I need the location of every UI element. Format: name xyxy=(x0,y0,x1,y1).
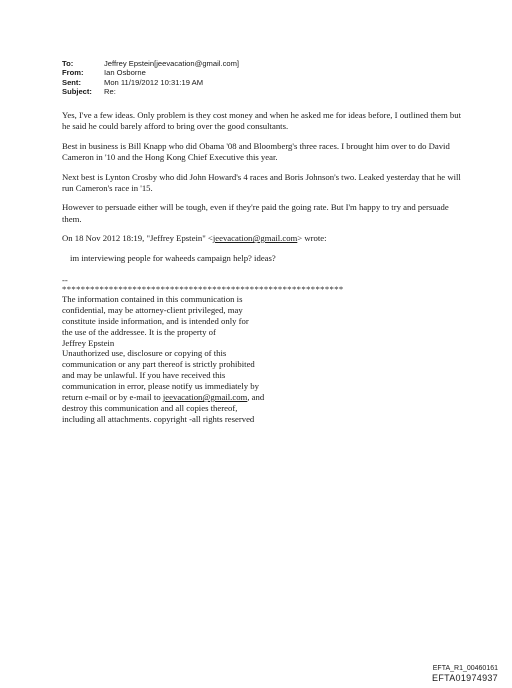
disclaimer-line: confidential, may be attorney-client privileged, may xyxy=(62,304,243,315)
subject-value: Re: xyxy=(104,86,116,96)
disclaimer-email-suffix: , and xyxy=(247,392,265,403)
body-paragraph-2: Best in business is Bill Knapp who did Obama '08 and Bloomberg's three races. I brought him over to do David Cameron in '10 and the Hong Kong Chief Executive this year. xyxy=(62,140,450,163)
to-label: To: xyxy=(62,59,74,68)
signature-dash: -- xyxy=(62,274,68,285)
disclaimer-line: Unauthorized use, disclosure or copying of this xyxy=(62,348,227,359)
sent-value: Mon 11/19/2012 10:31:19 AM xyxy=(104,77,204,87)
body-paragraph-3: Next best is Lynton Crosby who did John Howard's 4 races and Boris Johnson's two. Leaked yesterday that he will run Cameron's race in '15. xyxy=(62,171,461,193)
disclaimer-line: destroy this communication and all copies thereof, xyxy=(62,402,238,413)
disclaimer-line: communication or any part thereof is strictly prohibited xyxy=(62,359,255,370)
disclaimer-line: Jeffrey Epstein xyxy=(62,337,115,348)
email-header xyxy=(62,59,239,96)
disclaimer-email-prefix: return e-mail or by e-mail to xyxy=(62,392,163,403)
quote-header-email-link[interactable]: jeevacation@gmail.com xyxy=(212,233,298,244)
bates-footer xyxy=(432,664,498,684)
to-row xyxy=(62,59,239,68)
from-value: Ian Osborne xyxy=(104,68,146,78)
bates-number-1: EFTA_R1_00460161 xyxy=(432,665,498,672)
to-value: Jeffrey Epstein[jeevacation@gmail.com] xyxy=(104,59,240,68)
disclaimer-line: the use of the addressee. It is the property of xyxy=(62,326,216,337)
email-body xyxy=(62,110,462,425)
subject-row xyxy=(62,87,239,96)
disclaimer-line: and may be unlawful. If you have received this xyxy=(62,370,226,381)
bates-number-2: EFTA01974937 xyxy=(432,673,498,683)
disclaimer-line: including all attachments. copyright -all rights reserved xyxy=(62,413,255,424)
quote-header xyxy=(62,233,462,244)
quoted-text: im interviewing people for waheeds campaign help? ideas? xyxy=(70,252,276,263)
quote-header-suffix: > wrote: xyxy=(297,233,327,244)
disclaimer-line xyxy=(62,392,462,403)
sent-label: Sent: xyxy=(62,77,81,87)
sent-row xyxy=(62,78,239,87)
disclaimer-line: constitute inside information, and is intended only for xyxy=(62,315,249,326)
disclaimer-email-link[interactable]: jeevacation@gmail.com xyxy=(162,392,248,403)
body-paragraph-1: Yes, I've a few ideas. Only problem is they cost money and when he asked me for ideas before, I outlined them but he said he could barely afford to bring over the good consultants. xyxy=(62,110,461,132)
from-row xyxy=(62,68,239,77)
body-paragraph-4: However to persuade either will be tough, even if they're paid the going rate. But I'm happy to try and persuade them. xyxy=(62,202,449,224)
quote-header-prefix: On 18 Nov 2012 18:19, "Jeffrey Epstein" < xyxy=(62,233,213,244)
signature-stars: ************************************************************ xyxy=(62,283,344,294)
disclaimer-line: The information contained in this communication is xyxy=(62,293,243,304)
disclaimer-line: communication in error, please notify us immediately by xyxy=(62,381,259,392)
from-label: From: xyxy=(62,68,84,78)
subject-label: Subject: xyxy=(62,86,92,96)
disclaimer xyxy=(62,294,462,425)
